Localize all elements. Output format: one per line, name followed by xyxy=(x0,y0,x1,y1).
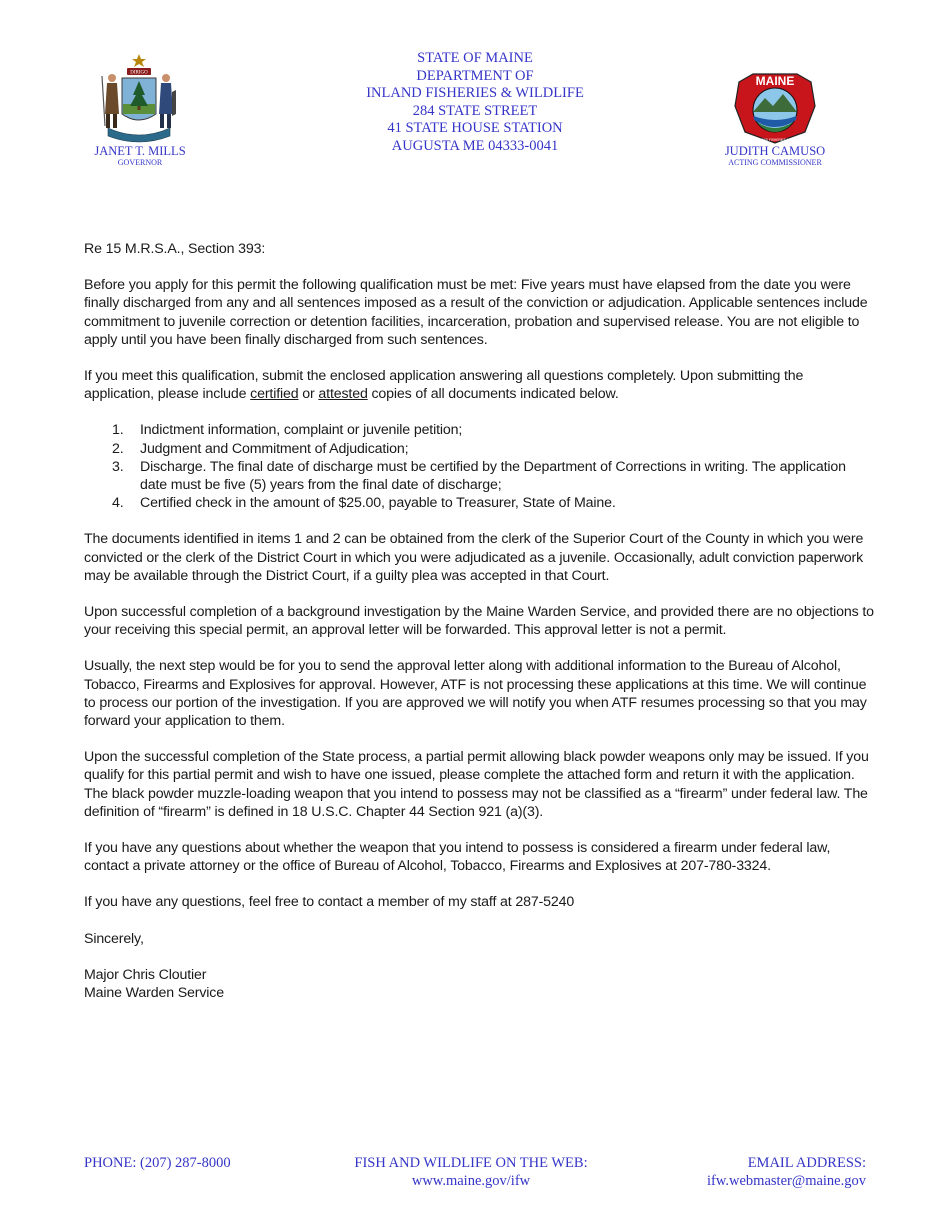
footer-web-link[interactable]: www.maine.gov/ifw xyxy=(411,1173,531,1189)
certified-word: certified xyxy=(250,386,299,403)
logo-title: MAINE xyxy=(755,74,795,88)
list-item-text: Judgment and Commitment of Adjudication; xyxy=(140,440,409,457)
governor-name: JANET T. MILLS xyxy=(94,144,186,158)
list-item-text: Certified check in the amount of $25.00, payable to Treasurer, State of Maine. xyxy=(140,495,616,512)
agency-line-station: 41 STATE HOUSE STATION xyxy=(387,120,563,136)
closing: Sincerely, xyxy=(84,930,144,947)
list-item xyxy=(84,494,874,512)
list-item xyxy=(84,440,874,458)
atf-paragraph: Usually, the next step would be for you to send the approval letter along with additional information to the Bureau of Alcohol, Tobacco, Firearms and Explosives for approval. However, ATF is not processing these applications at this time. We will continue to process our portion of the investigation. If you are approved we will notify you when ATF resumes processing so that you may forward your application to them. xyxy=(84,658,867,730)
black-powder-paragraph: Upon the successful completion of the State process, a partial permit allowing black powder weapons only may be issued. If you qualify for this partial permit and wish to have one issued, please complete the attached form and return it with the application. The black powder muzzle-loading weapon that you intend to possess may not be classified as a “firearm” under federal law. The definition of “firearm” is defined in 18 U.S.C. Chapter 44 Section 921 (a)(3). xyxy=(84,749,869,820)
footer-web-label: FISH AND WILDLIFE ON THE WEB: xyxy=(354,1155,588,1171)
agency-line-division: INLAND FISHERIES & WILDLIFE xyxy=(366,85,584,101)
qualification-paragraph: Before you apply for this permit the following qualification must be met: Five years must have elapsed from the date you were finally discharged from any and all sentences imposed as a result of the conviction or adjudication. Applicable sentences include commitment to juvenile correction or detention facilities, incarceration, probation and supervised release. You are not eligible to apply until you have been finally discharged from such sentences. xyxy=(84,277,868,348)
commissioner-title: ACTING COMMISSIONER xyxy=(728,158,822,167)
signer-organization: Maine Warden Service xyxy=(84,985,224,1002)
list-item-number: 1. xyxy=(112,422,124,439)
commissioner-name: JUDITH CAMUSO xyxy=(724,144,826,158)
seal-motto: DIRIGO xyxy=(130,70,148,76)
footer-phone: PHONE: (207) 287-8000 xyxy=(84,1155,231,1171)
background-investigation-paragraph: Upon successful completion of a background investigation by the Maine Warden Service, and provided there are no objections to your receiving this special permit, an approval letter will be forwarded. This approval letter is not a permit. xyxy=(84,604,874,639)
application-paragraph xyxy=(84,367,874,403)
required-documents-list xyxy=(84,421,874,512)
governor-title: GOVERNOR xyxy=(117,158,163,167)
footer-web xyxy=(330,1154,612,1190)
footer-email xyxy=(707,1154,866,1190)
ifw-logo-image xyxy=(733,72,817,144)
application-text-end: copies of all documents indicated below. xyxy=(367,386,619,403)
application-text-or: or xyxy=(298,386,319,403)
list-item-number: 3. xyxy=(112,458,124,475)
footer-email-link[interactable]: ifw.webmaster@maine.gov xyxy=(707,1173,866,1189)
attested-word: attested xyxy=(318,386,368,403)
state-seal-image xyxy=(98,52,180,144)
agency-line-state: STATE OF MAINE xyxy=(417,50,533,66)
list-item-number: 4. xyxy=(112,495,124,512)
agency-line-street: 284 STATE STREET xyxy=(412,102,538,119)
contact-paragraph: If you have any questions, feel free to contact a member of my staff at 287-5240 xyxy=(84,894,575,911)
list-item-text: Indictment information, complaint or juvenile petition; xyxy=(140,422,463,439)
application-text-start: If you meet this qualification, submit the enclosed application answering all questions completely. Upon submitting the application, please include xyxy=(84,368,804,403)
letter-body xyxy=(84,240,874,1002)
list-item xyxy=(84,421,874,439)
reference-line: Re 15 M.R.S.A., Section 393: xyxy=(84,241,266,257)
signer-name: Major Chris Cloutier xyxy=(84,966,207,983)
firearm-question-paragraph: If you have any questions about whether the weapon that you intend to possess is considered a firearm under federal law, contact a private attorney or the office of Bureau of Alcohol, Tobacco, Firearms and Explosives at 207-780-3324. xyxy=(84,840,831,875)
list-item-text: Discharge. The final date of discharge must be certified by the Department of Corrections in writing. The application date must be five (5) years from the final date of discharge; xyxy=(140,458,846,494)
documents-source-paragraph: The documents identified in items 1 and 2 can be obtained from the clerk of the Superior Court of the County in which you were convicted or the clerk of the District Court in which you were adjudicated as a juvenile. Occasionally, adult conviction paperwork may be available through the District Court, if a guilty plea was accepted in that Court. xyxy=(84,531,864,584)
agency-line-city: AUGUSTA ME 04333-0041 xyxy=(391,137,559,154)
agency-address-block xyxy=(330,50,620,155)
list-item-number: 2. xyxy=(112,440,124,457)
logo-ring-text: DEPT. OF INLAND FISHERIES AND WILDLIFE xyxy=(741,138,809,142)
footer-email-label: EMAIL ADDRESS: xyxy=(747,1155,866,1171)
signature-block xyxy=(84,966,874,1002)
list-item xyxy=(84,458,874,494)
agency-line-department: DEPARTMENT OF xyxy=(416,67,534,84)
